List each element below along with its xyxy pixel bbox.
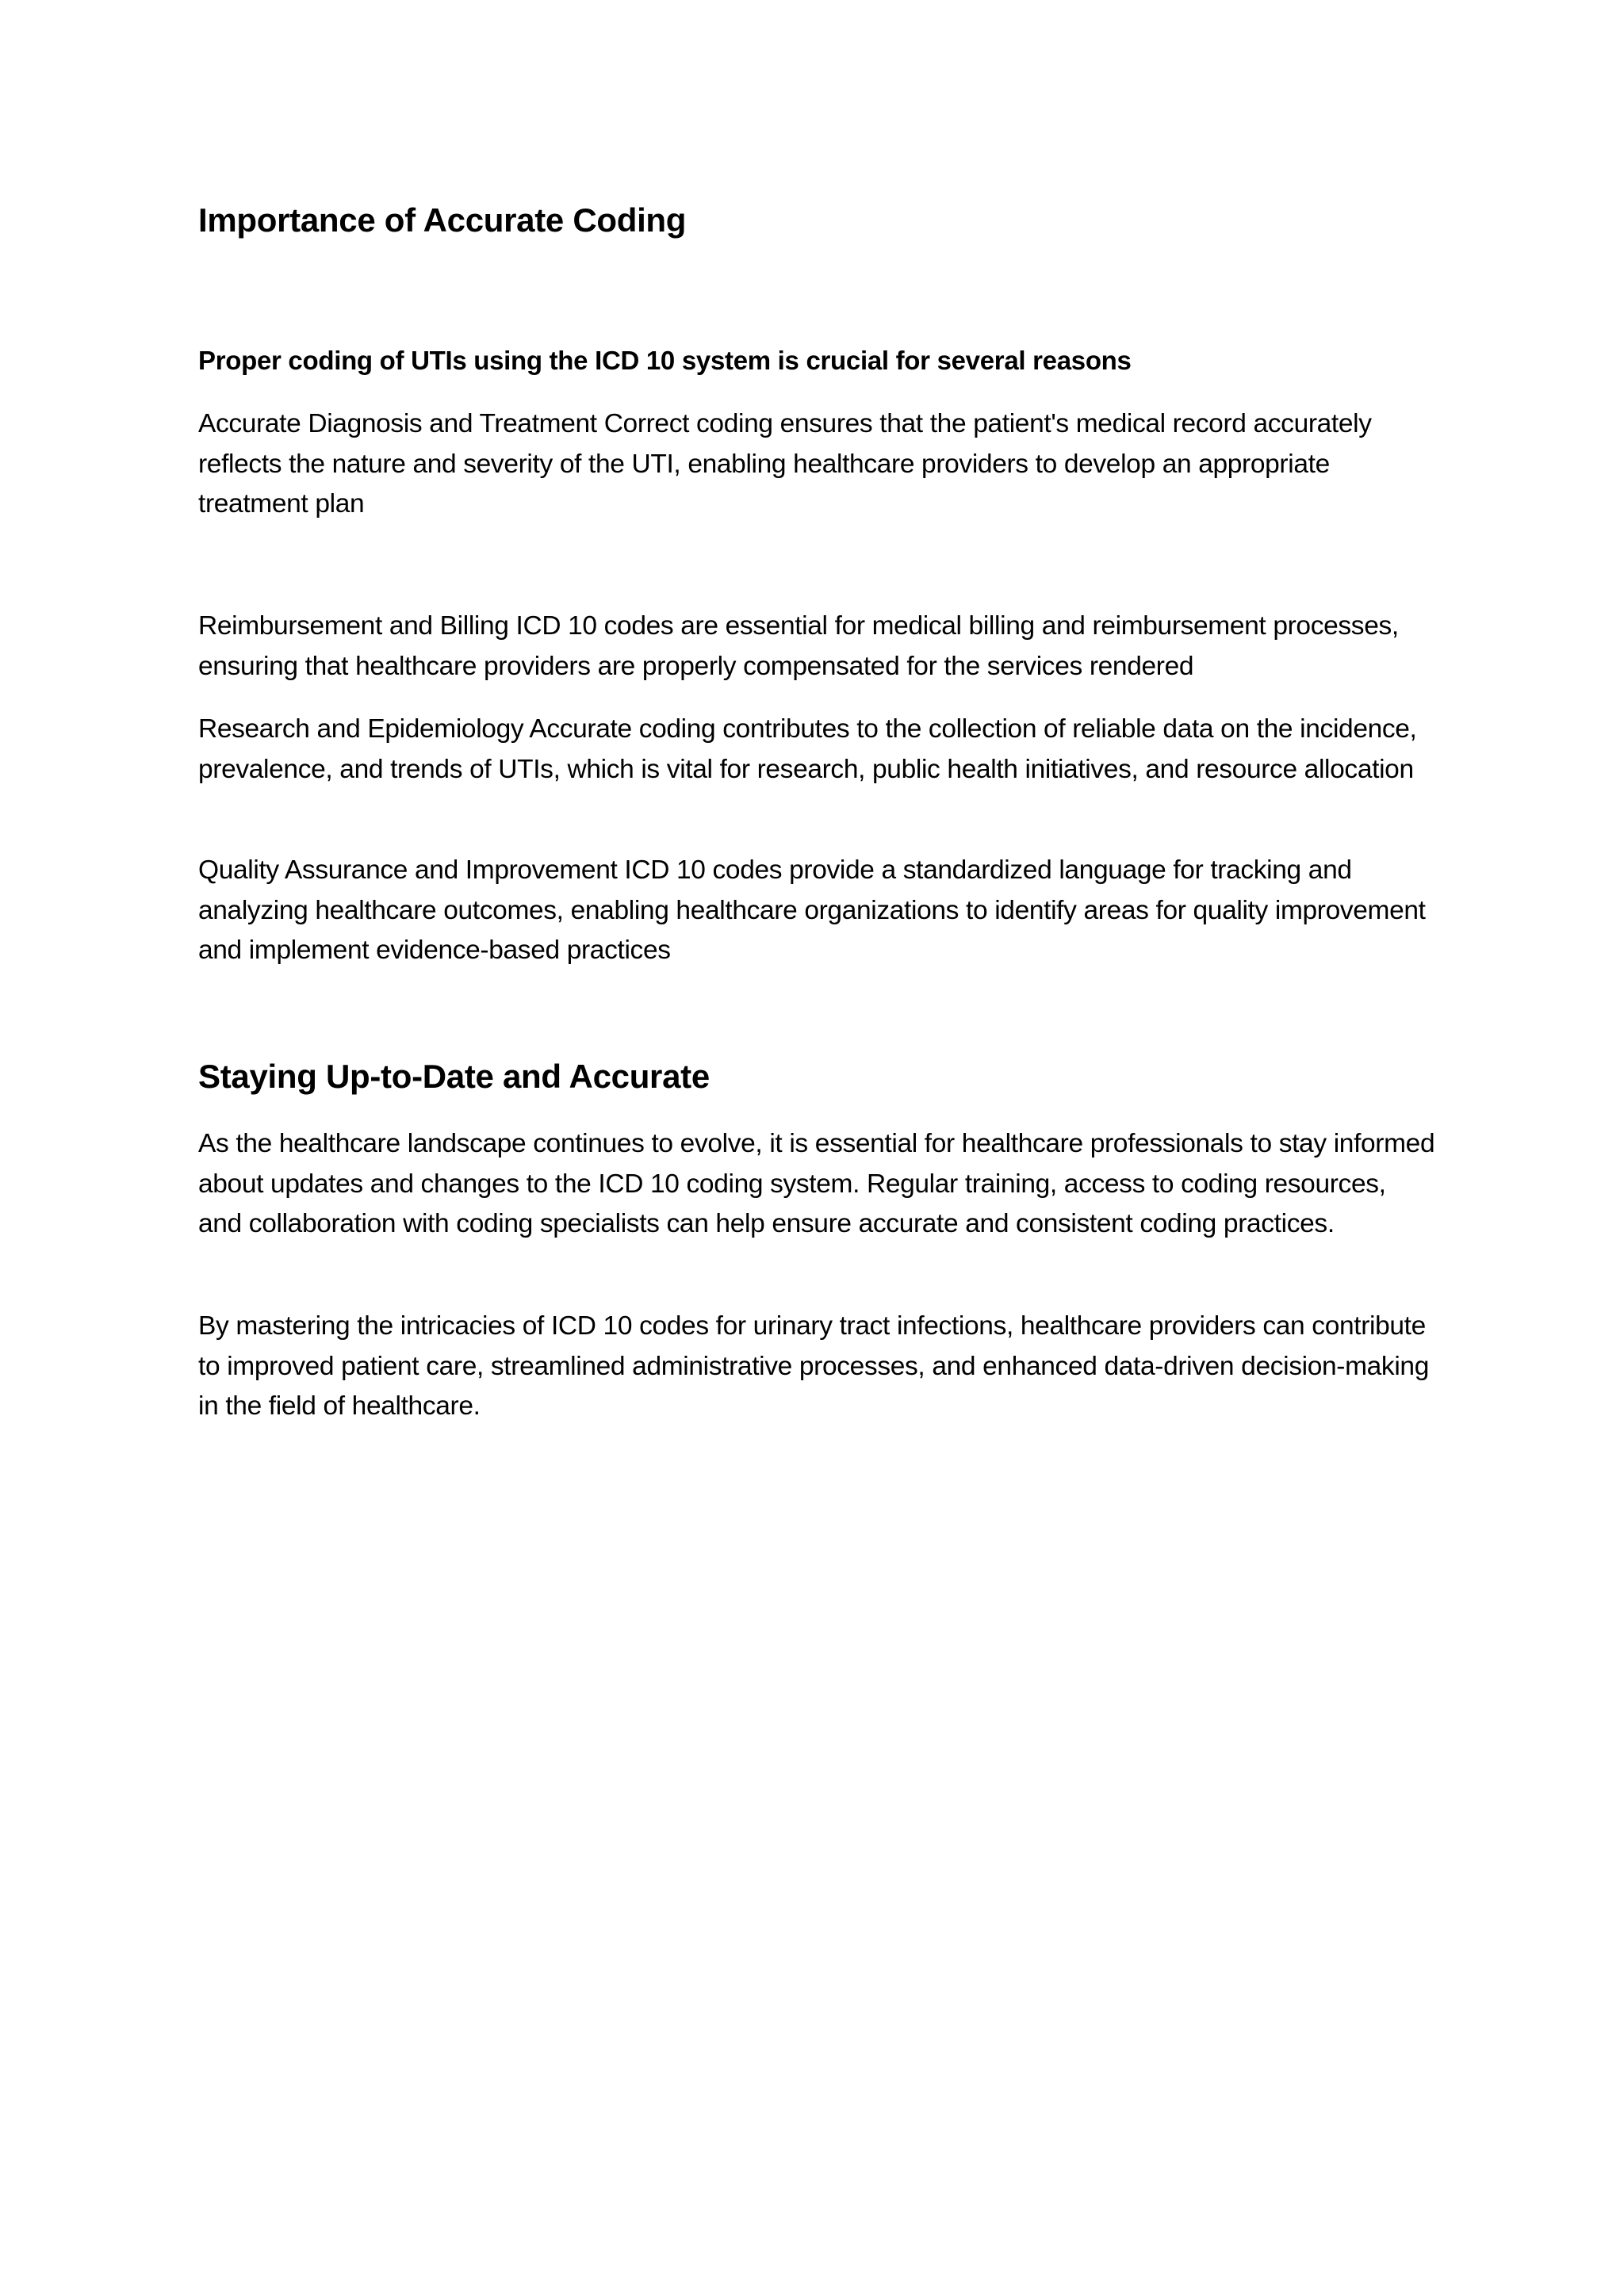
paragraph-healthcare-landscape: As the healthcare landscape continues to evolve, it is essential for healthcare professionals to stay informed about updates and changes to the ICD 10 coding system. Regular training, access to coding resources, and collaboration with coding specialists can help ensure accurate and consistent coding practices. (198, 1129, 1435, 1238)
section-subheading-reasons: Proper coding of UTIs using the ICD 10 system is crucial for several reasons (198, 346, 1132, 375)
paragraph-research-epidemiology: Research and Epidemiology Accurate coding contributes to the collection of reliable data on the incidence, prevalence, and trends of UTIs, which is vital for research, public health initiatives, and resource allocation (198, 714, 1417, 784)
section-heading-accurate-coding: Importance of Accurate Coding (198, 201, 687, 239)
section-heading-staying-up-to-date: Staying Up-to-Date and Accurate (198, 1058, 710, 1095)
paragraph-quality-assurance: Quality Assurance and Improvement ICD 10 codes provide a standardized language for tracking and analyzing healthcare outcomes, enabling healthcare organizations to identify areas for quality improvement and implement evidence-based practices (198, 855, 1426, 965)
paragraph-mastering-icd10: By mastering the intricacies of ICD 10 codes for urinary tract infections, healthcare providers can contribute to improved patient care, streamlined administrative processes, and enhanced data-driven decision-making in the field of healthcare. (198, 1311, 1429, 1421)
paragraph-reimbursement-billing: Reimbursement and Billing ICD 10 codes are essential for medical billing and reimbursement processes, ensuring that healthcare providers are properly compensated for the services rendered (198, 611, 1399, 681)
paragraph-diagnosis-treatment: Accurate Diagnosis and Treatment Correct coding ensures that the patient's medical record accurately reflects the nature and severity of the UTI, enabling healthcare providers to develop an appropriate treatment plan (198, 409, 1372, 519)
